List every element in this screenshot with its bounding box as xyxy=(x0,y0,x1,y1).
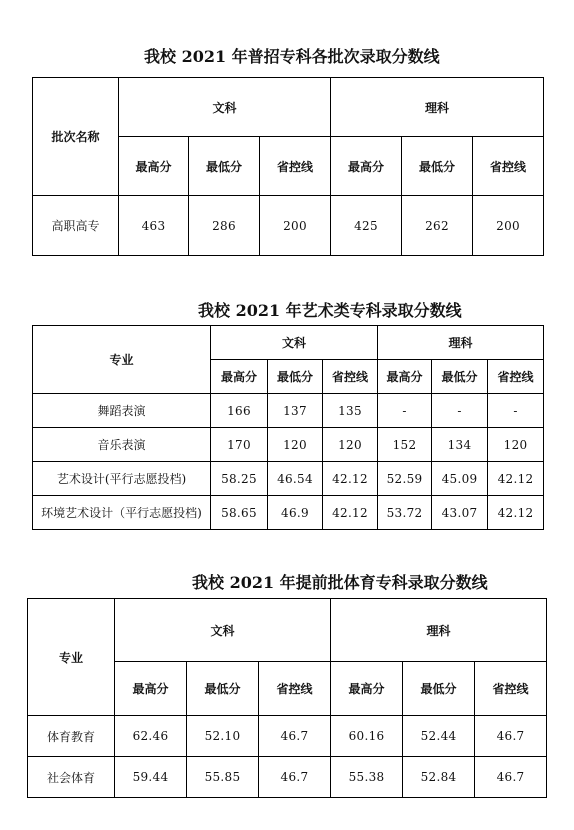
table-cell: 45.09 xyxy=(432,462,488,496)
table-cell: 42.12 xyxy=(323,496,378,530)
table-cell: 59.44 xyxy=(115,757,187,798)
table-cell: 120 xyxy=(488,428,544,462)
table1-subheader: 省控线 xyxy=(473,137,544,196)
table2-group-science: 理科 xyxy=(378,326,544,360)
table-cell: 55.85 xyxy=(187,757,259,798)
row-label: 高职高专 xyxy=(33,196,119,256)
table-cell: 46.54 xyxy=(268,462,323,496)
table2-group-liberal-arts: 文科 xyxy=(211,326,378,360)
table-cell: 53.72 xyxy=(378,496,432,530)
table2-subheader: 最高分 xyxy=(378,360,432,394)
table3-group-science: 理科 xyxy=(331,599,547,662)
row-label: 艺术设计(平行志愿投档) xyxy=(33,462,211,496)
table-cell: 286 xyxy=(189,196,260,256)
table2-subheader: 最低分 xyxy=(268,360,323,394)
table-row xyxy=(33,428,544,462)
table3-subheader: 最高分 xyxy=(331,662,403,716)
row-label: 环境艺术设计（平行志愿投档) xyxy=(33,496,211,530)
table1-group-liberal-arts: 文科 xyxy=(119,78,331,137)
table1-subheader: 最高分 xyxy=(119,137,189,196)
table-cell: 120 xyxy=(268,428,323,462)
table1-normal-admission xyxy=(32,77,544,256)
table-cell: 425 xyxy=(331,196,402,256)
table-cell: - xyxy=(488,394,544,428)
table-cell: 200 xyxy=(260,196,331,256)
table-cell: 152 xyxy=(378,428,432,462)
table-row xyxy=(33,394,544,428)
table1-subheader: 最高分 xyxy=(331,137,402,196)
table2-subheader: 省控线 xyxy=(488,360,544,394)
table3-subheader: 省控线 xyxy=(475,662,547,716)
table-row xyxy=(33,462,544,496)
table2-subheader: 省控线 xyxy=(323,360,378,394)
table-cell: 42.12 xyxy=(488,462,544,496)
table-cell: 42.12 xyxy=(488,496,544,530)
table-row xyxy=(28,716,547,757)
table3-subheader: 省控线 xyxy=(259,662,331,716)
table-cell: 137 xyxy=(268,394,323,428)
table-cell: 43.07 xyxy=(432,496,488,530)
table-cell: 52.44 xyxy=(403,716,475,757)
table-cell: 42.12 xyxy=(323,462,378,496)
row-label: 舞蹈表演 xyxy=(33,394,211,428)
table3-title: 我校 2021 年提前批体育专科录取分数线 xyxy=(192,573,488,592)
table-cell: 62.46 xyxy=(115,716,187,757)
table-cell: - xyxy=(432,394,488,428)
table-cell: 166 xyxy=(211,394,268,428)
table-cell: 60.16 xyxy=(331,716,403,757)
table-cell: 46.7 xyxy=(259,757,331,798)
table-row xyxy=(33,496,544,530)
row-label: 体育教育 xyxy=(28,716,115,757)
table3-sports-admission xyxy=(27,598,547,798)
table1-corner-header: 批次名称 xyxy=(33,78,119,196)
table-cell: 120 xyxy=(323,428,378,462)
table-cell: 46.7 xyxy=(475,716,547,757)
table-cell: - xyxy=(378,394,432,428)
table1-subheader: 省控线 xyxy=(260,137,331,196)
table-cell: 134 xyxy=(432,428,488,462)
table1-title: 我校 2021 年普招专科各批次录取分数线 xyxy=(144,47,440,66)
table-cell: 463 xyxy=(119,196,189,256)
table-cell: 52.59 xyxy=(378,462,432,496)
table-cell: 52.10 xyxy=(187,716,259,757)
table-cell: 46.9 xyxy=(268,496,323,530)
table3-group-liberal-arts: 文科 xyxy=(115,599,331,662)
table2-subheader: 最高分 xyxy=(211,360,268,394)
table2-subheader: 最低分 xyxy=(432,360,488,394)
table2-title: 我校 2021 年艺术类专科录取分数线 xyxy=(198,301,462,320)
table-row xyxy=(33,196,544,256)
table-cell: 46.7 xyxy=(259,716,331,757)
table1-subheader: 最低分 xyxy=(402,137,473,196)
table3-subheader: 最低分 xyxy=(187,662,259,716)
table-cell: 46.7 xyxy=(475,757,547,798)
table-cell: 58.25 xyxy=(211,462,268,496)
row-label: 音乐表演 xyxy=(33,428,211,462)
table2-corner-header: 专业 xyxy=(33,326,211,394)
row-label: 社会体育 xyxy=(28,757,115,798)
table1-subheader: 最低分 xyxy=(189,137,260,196)
table-cell: 58.65 xyxy=(211,496,268,530)
table-cell: 170 xyxy=(211,428,268,462)
table-row xyxy=(28,757,547,798)
table-cell: 52.84 xyxy=(403,757,475,798)
table-cell: 55.38 xyxy=(331,757,403,798)
table1-group-science: 理科 xyxy=(331,78,544,137)
table3-corner-header: 专业 xyxy=(28,599,115,716)
table-cell: 262 xyxy=(402,196,473,256)
table3-subheader: 最低分 xyxy=(403,662,475,716)
table2-art-admission xyxy=(32,325,544,530)
table-cell: 200 xyxy=(473,196,544,256)
table-cell: 135 xyxy=(323,394,378,428)
table3-subheader: 最高分 xyxy=(115,662,187,716)
